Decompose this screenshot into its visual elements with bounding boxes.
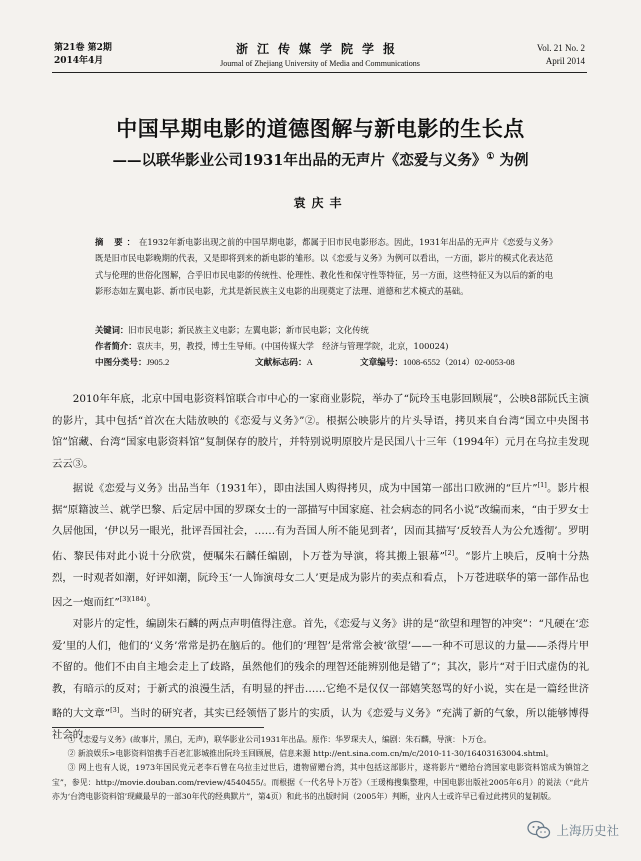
- citation-ref: [2]: [444, 548, 455, 557]
- header-journal: [150, 40, 490, 68]
- article-title: 中国早期电影的道德图解与新电影的生长点: [116, 116, 525, 141]
- paragraph-2-part-a: 据说《恋爱与义务》出品当年（1931年），即由法国人购得拷贝，成为中国第一部出口欧洲的“巨片”: [72, 482, 538, 495]
- article-subtitle: [40, 149, 601, 170]
- abstract-text: 在1932年新电影出现之前的中国早期电影，都属于旧市民电影形态。因此，1931年出品的无声片《恋爱与义务》既是旧市民电影晚期的代表，又是即将到来的新电影的雏形。以《恋爱与义务》为例可以看出，一方面，影片的模式化表达范式与伦理的世俗化图解，合乎旧市民电影的传统性、伦理性、教化性和保守性等特征，另一方面，这些特征又为以后的新的电影形态如左翼电影、新市民电影，尤其是新民族主义电影的出现奠定了法理、道德和艺术模式的基础。: [95, 237, 554, 297]
- clc-value: J905.2: [146, 357, 170, 367]
- watermark: [527, 820, 619, 840]
- article-number-label: 文章编号：: [360, 358, 403, 368]
- keywords: [95, 322, 555, 338]
- clc-label: 中图分类号：: [95, 358, 147, 368]
- classification-ids: [95, 354, 575, 371]
- journal-name-cn: 浙江传媒学院学报: [235, 42, 404, 56]
- subtitle-text: ——以联华影业公司1931年出品的无声片《恋爱与义务》: [112, 152, 487, 169]
- footnote-3: ③ 网上也有人说，1973年国民党元老李石曾在乌拉圭过世后，遗物留赠台湾，其中包括这部影片，遂将影片“赠给台湾国家电影资料馆成为镇馆之宝”，参见：http://movie.douban.com/review/4540455/。而根据《一代名导卜万苍》（王瑗梅搜集整理，中国电影出版社2005年6月）的说法（“此片亦为‘台湾电影资料馆’现藏最早的一部30年代的经典默片”，第4页）和此书的出版时间（2005年）判断，业内人士或许早已看过此拷贝的复制版。: [52, 763, 589, 801]
- publication-date-en: April 2014: [545, 56, 585, 66]
- volume-issue-cn: 第21卷 第2期: [54, 43, 112, 53]
- footnote-2: ② 新浪娱乐>电影资料馆携手百老汇影城推出阮玲玉回顾展，信息来源 http://ent.sina.com.cn/m/c/2010-11-30/16403163004.shtml。: [67, 749, 554, 759]
- paragraph-2-part-b: 。影片根据“原籍波兰、就学巴黎、后定居中国的罗琛女士的一部描写中国家庭、社会病态的同名小说”改编而来，“由于罗女士久居他国，‘伊以另一眼光，批评吾国社会，……有为吾国人所不能见到者’，因而其描写‘反较吾人为公允透彻’。罗明佑、黎民伟对此小说十分欣赏，便嘱朱石麟任编剧，卜万苍为导演，将其搬上银幕”: [52, 482, 590, 563]
- paragraph-3-part-b: 。当时的研究者，其实已经领悟了影片的实质，认为《恋爱与义务》“充满了新的气象，所以能够博得社会的: [52, 707, 590, 742]
- header-volume-cn: [54, 42, 112, 68]
- journal-name-en: Journal of Zhejiang University of Media and Communications: [220, 59, 420, 68]
- citation-ref: [3]: [110, 706, 120, 715]
- keywords-text: 旧市民电影；新民族主义电影；左翼电影；新市民电影；文化传统: [128, 325, 369, 335]
- footnotes: [52, 733, 589, 804]
- author-info-text: 袁庆丰，男，教授，博士生导师。(中国传媒大学 经济与管理学院，北京，100024): [136, 341, 449, 351]
- subtitle-tail: 为例: [499, 152, 529, 169]
- author-info-label: 作者简介：: [95, 341, 137, 351]
- subtitle-footnote-mark: ①: [486, 152, 495, 163]
- paragraph-1: 2010年年底，北京中国电影资料馆联合市中心的一家商业影院，举办了“阮玲玉电影回顾展”，公映8部阮氏主演的影片，其中包括“首次在大陆放映的《恋爱与义务》”②。根据公映影片的片头导语，拷贝来自台湾“国立中央图书馆”馆藏、台湾“国家电影资料馆”复制保存的胶片，并特别说明原胶片是民国八十三年（1994年）元月在乌拉圭发现云云③。: [52, 393, 589, 470]
- paragraph-2-part-d: 。: [146, 596, 157, 609]
- keywords-label: 关键词：: [95, 325, 129, 335]
- body-text: [52, 389, 589, 747]
- volume-issue-en: Vol. 21 No. 2: [536, 43, 585, 53]
- publication-date-cn: 2014年4月: [54, 56, 104, 66]
- footnote-1: ①《恋爱与义务》(故事片，黑白，无声)，联华影业公司1931年出品。原作：华罗琛夫人，编剧：朱石麟，导演：卜万仓。: [67, 735, 492, 744]
- header-rule: [52, 72, 587, 73]
- article-number-value: 1008-6552（2014）02-0053-08: [402, 357, 515, 367]
- abstract-label: 摘 要：: [95, 237, 140, 247]
- watermark-text: 上海历史社: [556, 823, 619, 838]
- abstract: [95, 234, 553, 300]
- header-volume-en: [537, 42, 585, 68]
- footnote-rule: [52, 727, 264, 728]
- citation-ref: [1]: [537, 481, 547, 489]
- author-info: [95, 338, 555, 354]
- wechat-icon: [527, 820, 551, 840]
- doc-code-value: A: [306, 357, 313, 367]
- article-author: 袁庆丰: [293, 196, 348, 210]
- paragraph-3-part-a: 对影片的定性，编剧朱石麟的两点声明值得注意。首先，《恋爱与义务》讲的是“欲望和理智的冲突”：“凡硬在‘恋爱’里的人们，他们的‘义务’常常是扔在脑后的。他们的‘理智’是常常会被‘欲望’——一种不可思议的力量——杀得片甲不留的。他们不由自主地会走上了歧路，虽然他们的残余的理智还能辨别他是错了”；其次，影片“对于旧式虚伪的礼教，有暗示的反对；于新式的浪漫生活，有明显的抨击……它绝不是仅仅一部嬉笑怒骂的好小说，实在是一篇经世济略的大文章”: [52, 618, 589, 720]
- doc-code-label: 文献标志码：: [255, 358, 307, 368]
- citation-ref: [3](184): [119, 595, 147, 604]
- paragraph-2-part-c: 。“影片上映后，反响十分热烈，一时观者如潮，好评如潮，阮玲玉‘一人饰演母女二人’更是成为影片的卖点和看点，卜万苍进联华的第一部作品也因之一炮而红”: [52, 550, 590, 609]
- paragraph-2: [52, 475, 589, 614]
